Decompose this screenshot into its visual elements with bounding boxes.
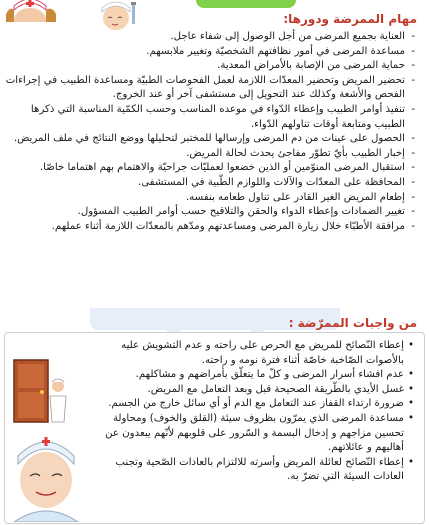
obligations-title: من واجبات الممرّضة : bbox=[288, 316, 417, 330]
nurse-illustration-top-center bbox=[96, 0, 146, 30]
obligations-list-item: • عدم افشاء أسرار المرضى و كلّ ما يتعلّق بأمراضهم و مشاكلهم. bbox=[85, 368, 414, 383]
obligations-list-item: • غسل الأيدي بالطّريقة الصحيحة قبل وبعد التعامل مع المريض. bbox=[85, 383, 414, 398]
duties-title: مهام الممرضة ودورها: bbox=[283, 12, 417, 26]
duties-list-item: - حماية المرضى من الإصابة بالأمراض المعدية. bbox=[4, 59, 415, 74]
duties-list-item: - تغيير الضمادات وإعطاء الدواء والحقن والتلاقيح حسب أوامر الطبيب المسؤول. bbox=[4, 205, 415, 220]
duties-list-item: - إخبار الطبيب بأيّ تطوّر مفاجئ يحدث لحالة المريض. bbox=[4, 147, 415, 162]
nurse-illustration-bottom bbox=[4, 430, 84, 522]
duties-list-item: - مساعدة المرضى في أمور نظافتهم الشخصيّة وتغيير ملابسهم. bbox=[4, 45, 415, 60]
obligations-list bbox=[85, 339, 414, 485]
obligations-list-item: • ضرورة ارتداء القفاز عند التعامل مع الدم أو أي سائل خارج من الجسم. bbox=[85, 397, 414, 412]
duties-section bbox=[4, 30, 425, 308]
duties-list-item: - المحافظة على المعدّات والآلات واللوازم الطّبية في المستشفى. bbox=[4, 176, 415, 191]
duties-list-item: - استقبال المرضى المنوّمين أو الذين خضعوا لعمليّات جراحيّة والاهتمام بهم اهتماما خاصّا. bbox=[4, 161, 415, 176]
duties-list-item: - مرافقة الأطبّاء خلال زيارة المرضى ومساعدتهم ومدّهم بالمعدّات اللازمة أثناء عملهم. bbox=[4, 220, 415, 235]
nurse-illustration-top-left bbox=[0, 0, 70, 22]
header-decoration bbox=[196, 0, 296, 8]
door-illustration bbox=[6, 356, 72, 426]
duties-list-item: - تحضير المريض وتحضير المعدّات اللازمة لعمل الفحوصات الطبيّة ومساعدة الطبيب في إجراءات الفحص والأشعة وكذلك عند التحويل إلى مستشفى آخر أو عند الخروج. bbox=[4, 74, 415, 103]
duties-list-item: - إطعام المريض الغير القادر على تناول طعامه بنفسه. bbox=[4, 191, 415, 206]
obligations-list-item: • إعطاء النّصائح لعائلة المريض وأسرته للالتزام بالعادات الصّحية وتجنب العادات السيئة التي تضرّ به. bbox=[85, 456, 414, 485]
duties-list-item: - تنفيذ أوامر الطبيب وإعطاء الدّواء في موعده المناسب وحسب الكمّية المناسبة التي ذكرها الطبيب ومتابعة أوقات تناولهم الدّواء. bbox=[4, 103, 415, 132]
obligations-list-item: • مساعدة المرضى الذي يمرّون بظروف سيئة (القلق والخوف) ومحاولة تحسين مزاجهم و إدخال البسمة و السّرور على قلوبهم لأنّهم يبعدون عن أهاليهم و عائلاتهم. bbox=[85, 412, 414, 456]
obligations-list-item: • إعطاء النّصائح للمريض مع الحرص على راحته و عدم التشويش عليه بالأصوات الصّاخبة خاصّة أثناء فترة نومه و راحته. bbox=[85, 339, 414, 368]
duties-list-item: - العناية بجميع المرضى من أجل الوصول إلى شفاء عاجل. bbox=[4, 30, 415, 45]
duties-list bbox=[4, 30, 415, 234]
duties-list-item: - الحصول على عينات من دم المرضى وإرسالها للمختبر لتحليلها ووضع النتائج في ملف المريض. bbox=[4, 132, 415, 147]
